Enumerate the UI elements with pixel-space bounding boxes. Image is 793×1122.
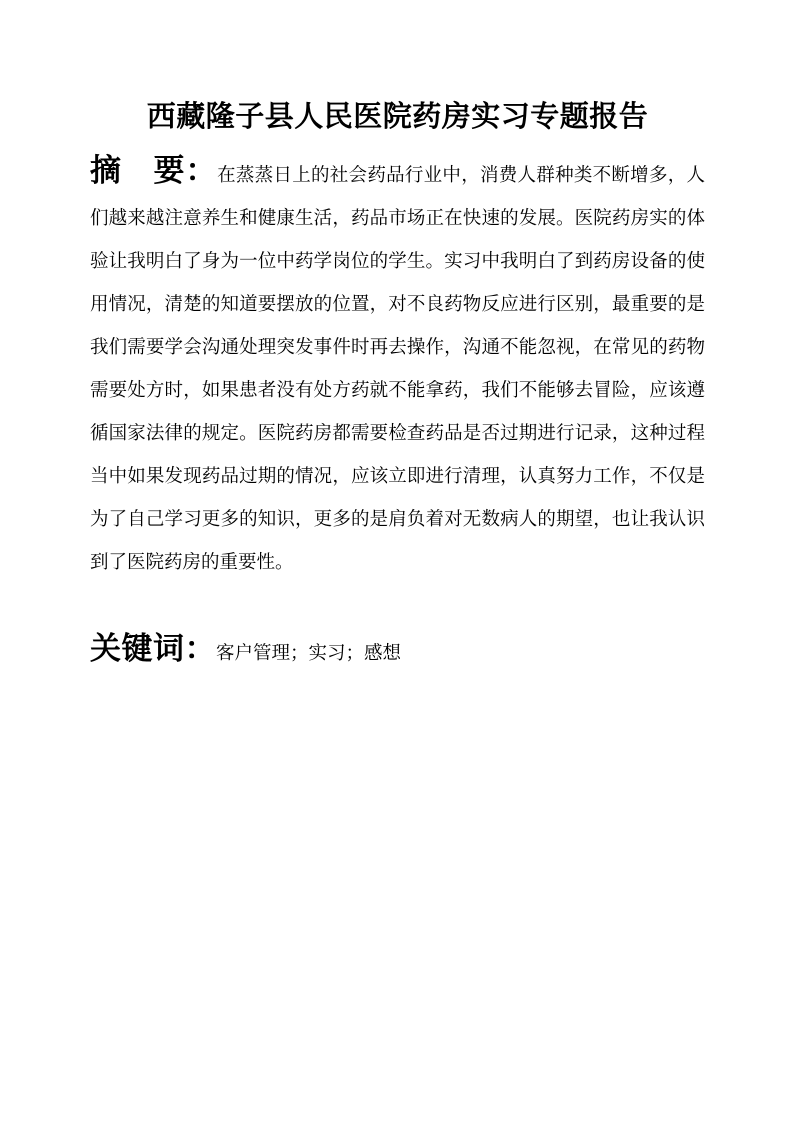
abstract-label: 摘 要： — [90, 153, 218, 189]
keywords-label: 关键词： — [90, 631, 216, 667]
abstract-text: 在蒸蒸日上的社会药品行业中，消费人群种类不断增多，人们越来越注意养生和健康生活，药品市场正在快速的发展。医院药房实的体验让我明白了身为一位中药学岗位的学生。实习中我明白了到药房设备的使用情况，清楚的知道要摆放的位置，对不良药物反应进行区别，最重要的是我们需要学会沟通处理突发事件时再去操作，沟通不能忽视，在常见的药物需要处方时，如果患者没有处方药就不能拿药，我们不能够去冒险，应该遵循国家法律的规定。医院药房都需要检查药品是否过期进行记录，这种过程当中如果发现药品过期的情况，应该立即进行清理，认真努力工作，不仅是为了自己学习更多的知识，更多的是肩负着对无数病人的期望，也让我认识到了医院药房的重要性。 — [90, 166, 705, 574]
abstract-paragraph — [90, 155, 705, 585]
keywords-line — [90, 633, 705, 676]
keywords-text: 客户管理；实习；感想 — [216, 644, 402, 665]
document-title: 西藏隆子县人民医院药房实习专题报告 — [146, 101, 649, 133]
